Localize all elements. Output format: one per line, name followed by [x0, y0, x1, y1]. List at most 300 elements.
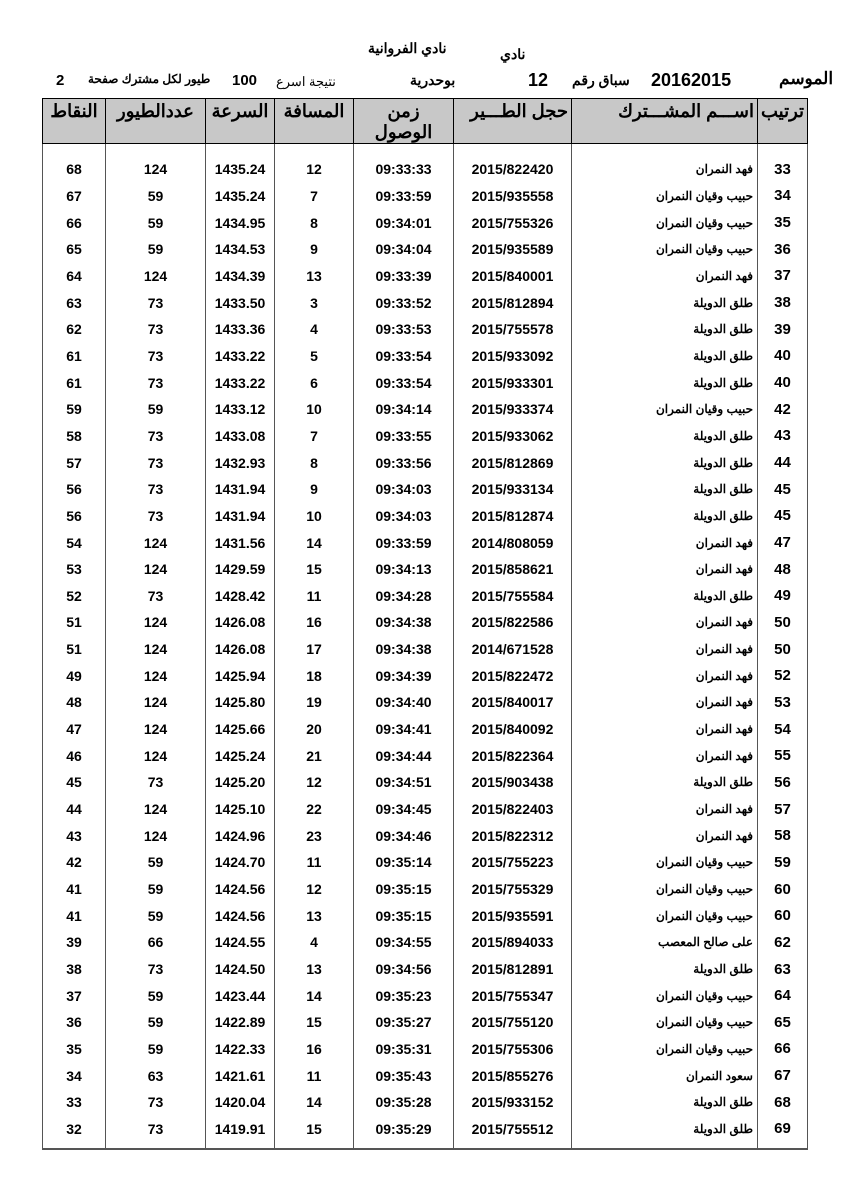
cell-ring: 2015/933152: [454, 1089, 572, 1116]
cell-points: 54: [43, 529, 106, 556]
table-row: [43, 144, 808, 183]
table-row: [43, 1009, 808, 1036]
table-row: [43, 982, 808, 1009]
table-row: [43, 289, 808, 316]
cell-ring: 2015/822312: [454, 822, 572, 849]
cell-ring: 2015/755306: [454, 1036, 572, 1063]
cell-member-name: فهد النمران: [572, 742, 758, 769]
table-row: [43, 689, 808, 716]
cell-ring: 2015/755326: [454, 209, 572, 236]
result-label: نتيجة اسرع: [276, 74, 336, 89]
cell-speed: 1434.95: [206, 209, 275, 236]
cell-member-name: طلق الدويلة: [572, 289, 758, 316]
cell-points: 37: [43, 982, 106, 1009]
table-row: [43, 1089, 808, 1116]
cell-points: 32: [43, 1116, 106, 1150]
cell-speed: 1424.55: [206, 929, 275, 956]
cell-points: 56: [43, 476, 106, 503]
season-value: 20162015: [651, 70, 732, 90]
cell-points: 48: [43, 689, 106, 716]
cell-birds-count: 124: [106, 636, 206, 663]
table-row: [43, 503, 808, 530]
cell-ring: 2015/822364: [454, 742, 572, 769]
cell-arrival-time: 09:34:39: [354, 662, 454, 689]
cell-rank: 60: [758, 902, 808, 929]
result-value: 100: [232, 72, 258, 89]
cell-distance: 14: [275, 982, 354, 1009]
cell-arrival-time: 09:34:46: [354, 822, 454, 849]
cell-points: 34: [43, 1062, 106, 1089]
cell-rank: 54: [758, 716, 808, 743]
cell-ring: 2015/755512: [454, 1116, 572, 1150]
page-number: 2: [56, 72, 65, 89]
cell-member-name: طلق الدويلة: [572, 476, 758, 503]
cell-rank: 37: [758, 263, 808, 290]
cell-rank: 57: [758, 796, 808, 823]
cell-speed: 1433.22: [206, 369, 275, 396]
race-value: 12: [528, 70, 549, 90]
table-row: [43, 742, 808, 769]
cell-member-name: طلق الدويلة: [572, 449, 758, 476]
cell-ring: 2015/933134: [454, 476, 572, 503]
cell-ring: 2015/812894: [454, 289, 572, 316]
table-row: [43, 183, 808, 210]
table-row: [43, 876, 808, 903]
cell-rank: 68: [758, 1089, 808, 1116]
table-row: [43, 583, 808, 610]
cell-ring: 2015/755223: [454, 849, 572, 876]
cell-birds-count: 59: [106, 1009, 206, 1036]
cell-distance: 8: [275, 209, 354, 236]
cell-distance: 16: [275, 1036, 354, 1063]
location: بوحدرية: [410, 72, 456, 88]
cell-ring: 2015/822403: [454, 796, 572, 823]
cell-points: 42: [43, 849, 106, 876]
cell-ring: 2015/935558: [454, 183, 572, 210]
cell-member-name: طلق الدويلة: [572, 1089, 758, 1116]
cell-points: 41: [43, 876, 106, 903]
cell-rank: 50: [758, 636, 808, 663]
cell-member-name: فهد النمران: [572, 796, 758, 823]
cell-points: 35: [43, 1036, 106, 1063]
cell-arrival-time: 09:33:52: [354, 289, 454, 316]
cell-speed: 1425.10: [206, 796, 275, 823]
cell-arrival-time: 09:34:04: [354, 236, 454, 263]
cell-speed: 1431.94: [206, 503, 275, 530]
cell-birds-count: 59: [106, 236, 206, 263]
cell-member-name: فهد النمران: [572, 609, 758, 636]
cell-points: 46: [43, 742, 106, 769]
cell-arrival-time: 09:35:29: [354, 1116, 454, 1150]
cell-speed: 1423.44: [206, 982, 275, 1009]
cell-distance: 16: [275, 609, 354, 636]
cell-speed: 1424.50: [206, 956, 275, 983]
cell-speed: 1425.20: [206, 769, 275, 796]
cell-member-name: فهد النمران: [572, 144, 758, 183]
table-row: [43, 902, 808, 929]
cell-birds-count: 124: [106, 144, 206, 183]
table-row: [43, 769, 808, 796]
cell-arrival-time: 09:34:56: [354, 956, 454, 983]
table-header-row: [43, 99, 808, 144]
cell-distance: 22: [275, 796, 354, 823]
cell-ring: 2015/840017: [454, 689, 572, 716]
cell-rank: 63: [758, 956, 808, 983]
table-row: [43, 1116, 808, 1150]
table-row: [43, 556, 808, 583]
cell-member-name: حبيب وقيان النمران: [572, 982, 758, 1009]
cell-speed: 1433.50: [206, 289, 275, 316]
birds-per-member-label: طيور لكل مشترك صفحة: [88, 72, 211, 86]
cell-birds-count: 73: [106, 343, 206, 370]
table-row: [43, 796, 808, 823]
cell-arrival-time: 09:34:38: [354, 636, 454, 663]
cell-speed: 1433.22: [206, 343, 275, 370]
cell-distance: 12: [275, 769, 354, 796]
cell-ring: 2015/755584: [454, 583, 572, 610]
table-row: [43, 369, 808, 396]
cell-points: 57: [43, 449, 106, 476]
cell-arrival-time: 09:34:03: [354, 476, 454, 503]
cell-distance: 23: [275, 822, 354, 849]
cell-ring: 2015/935591: [454, 902, 572, 929]
cell-ring: 2015/903438: [454, 769, 572, 796]
cell-birds-count: 63: [106, 1062, 206, 1089]
cell-arrival-time: 09:33:56: [354, 449, 454, 476]
column-header-distance: المسافة: [275, 99, 354, 144]
cell-speed: 1425.66: [206, 716, 275, 743]
cell-ring: 2015/812869: [454, 449, 572, 476]
cell-birds-count: 73: [106, 1116, 206, 1150]
table-row: [43, 316, 808, 343]
cell-points: 62: [43, 316, 106, 343]
results-table: [42, 98, 808, 1150]
cell-rank: 40: [758, 369, 808, 396]
column-header-member-name: اســـم المشـــترك: [572, 99, 758, 144]
cell-speed: 1435.24: [206, 144, 275, 183]
cell-member-name: فهد النمران: [572, 263, 758, 290]
cell-arrival-time: 09:33:54: [354, 343, 454, 370]
cell-ring: 2015/933092: [454, 343, 572, 370]
cell-rank: 43: [758, 423, 808, 450]
cell-rank: 62: [758, 929, 808, 956]
cell-ring: 2015/933301: [454, 369, 572, 396]
cell-distance: 11: [275, 583, 354, 610]
cell-birds-count: 124: [106, 796, 206, 823]
cell-distance: 18: [275, 662, 354, 689]
cell-distance: 14: [275, 1089, 354, 1116]
cell-ring: 2015/755329: [454, 876, 572, 903]
cell-distance: 4: [275, 929, 354, 956]
cell-member-name: فهد النمران: [572, 662, 758, 689]
cell-ring: 2015/933374: [454, 396, 572, 423]
cell-points: 63: [43, 289, 106, 316]
cell-ring: 2015/755578: [454, 316, 572, 343]
table-row: [43, 716, 808, 743]
cell-points: 51: [43, 636, 106, 663]
cell-arrival-time: 09:35:14: [354, 849, 454, 876]
cell-arrival-time: 09:33:33: [354, 144, 454, 183]
cell-points: 64: [43, 263, 106, 290]
cell-birds-count: 124: [106, 556, 206, 583]
cell-points: 43: [43, 822, 106, 849]
cell-arrival-time: 09:33:39: [354, 263, 454, 290]
cell-distance: 10: [275, 396, 354, 423]
table-body: [43, 144, 808, 1150]
club-name: نادي الفروانية: [368, 40, 447, 56]
cell-points: 66: [43, 209, 106, 236]
cell-speed: 1431.56: [206, 529, 275, 556]
cell-rank: 45: [758, 503, 808, 530]
cell-speed: 1429.59: [206, 556, 275, 583]
cell-rank: 58: [758, 822, 808, 849]
cell-points: 38: [43, 956, 106, 983]
column-header-ring: حجل الطـــير: [454, 99, 572, 144]
cell-speed: 1434.53: [206, 236, 275, 263]
cell-arrival-time: 09:34:41: [354, 716, 454, 743]
cell-arrival-time: 09:35:15: [354, 902, 454, 929]
cell-member-name: حبيب وقيان النمران: [572, 1036, 758, 1063]
table-row: [43, 236, 808, 263]
cell-member-name: طلق الدويلة: [572, 423, 758, 450]
cell-member-name: حبيب وقيان النمران: [572, 1009, 758, 1036]
cell-ring: 2015/822420: [454, 144, 572, 183]
cell-arrival-time: 09:35:28: [354, 1089, 454, 1116]
cell-birds-count: 73: [106, 503, 206, 530]
cell-points: 65: [43, 236, 106, 263]
cell-member-name: حبيب وقيان النمران: [572, 849, 758, 876]
cell-distance: 21: [275, 742, 354, 769]
cell-points: 51: [43, 609, 106, 636]
cell-speed: 1433.12: [206, 396, 275, 423]
cell-birds-count: 73: [106, 583, 206, 610]
cell-arrival-time: 09:33:55: [354, 423, 454, 450]
cell-speed: 1432.93: [206, 449, 275, 476]
column-header-speed: السرعة: [206, 99, 275, 144]
cell-member-name: طلق الدويلة: [572, 769, 758, 796]
cell-arrival-time: 09:34:14: [354, 396, 454, 423]
cell-distance: 4: [275, 316, 354, 343]
cell-distance: 13: [275, 902, 354, 929]
cell-rank: 55: [758, 742, 808, 769]
column-header-rank: ترتيب: [758, 99, 808, 144]
cell-distance: 11: [275, 849, 354, 876]
cell-arrival-time: 09:33:59: [354, 529, 454, 556]
cell-birds-count: 73: [106, 369, 206, 396]
cell-birds-count: 73: [106, 423, 206, 450]
table-row: [43, 423, 808, 450]
cell-ring: 2015/855276: [454, 1062, 572, 1089]
cell-distance: 14: [275, 529, 354, 556]
cell-ring: 2015/935589: [454, 236, 572, 263]
cell-speed: 1424.56: [206, 902, 275, 929]
cell-rank: 38: [758, 289, 808, 316]
cell-rank: 33: [758, 144, 808, 183]
cell-distance: 15: [275, 1009, 354, 1036]
cell-speed: 1420.04: [206, 1089, 275, 1116]
cell-points: 61: [43, 369, 106, 396]
cell-rank: 35: [758, 209, 808, 236]
cell-arrival-time: 09:35:15: [354, 876, 454, 903]
cell-birds-count: 73: [106, 476, 206, 503]
cell-member-name: حبيب وقيان النمران: [572, 876, 758, 903]
cell-rank: 42: [758, 396, 808, 423]
cell-speed: 1419.91: [206, 1116, 275, 1150]
cell-distance: 5: [275, 343, 354, 370]
cell-distance: 13: [275, 263, 354, 290]
cell-member-name: فهد النمران: [572, 529, 758, 556]
cell-distance: 20: [275, 716, 354, 743]
table-row: [43, 929, 808, 956]
cell-arrival-time: 09:34:40: [354, 689, 454, 716]
cell-arrival-time: 09:33:53: [354, 316, 454, 343]
cell-member-name: طلق الدويلة: [572, 956, 758, 983]
column-header-arrival-time: زمن الوصول: [354, 99, 454, 144]
cell-rank: 39: [758, 316, 808, 343]
cell-birds-count: 124: [106, 609, 206, 636]
cell-speed: 1424.56: [206, 876, 275, 903]
table-row: [43, 662, 808, 689]
table-row: [43, 1062, 808, 1089]
cell-rank: 64: [758, 982, 808, 1009]
cell-birds-count: 124: [106, 662, 206, 689]
cell-birds-count: 66: [106, 929, 206, 956]
cell-points: 58: [43, 423, 106, 450]
club-label: نادي: [500, 46, 526, 62]
cell-speed: 1422.89: [206, 1009, 275, 1036]
cell-member-name: حبيب وقيان النمران: [572, 209, 758, 236]
cell-arrival-time: 09:35:27: [354, 1009, 454, 1036]
cell-speed: 1426.08: [206, 609, 275, 636]
cell-speed: 1431.94: [206, 476, 275, 503]
cell-birds-count: 124: [106, 529, 206, 556]
cell-speed: 1425.94: [206, 662, 275, 689]
cell-rank: 49: [758, 583, 808, 610]
cell-distance: 8: [275, 449, 354, 476]
cell-arrival-time: 09:35:43: [354, 1062, 454, 1089]
cell-points: 59: [43, 396, 106, 423]
table-row: [43, 263, 808, 290]
cell-birds-count: 73: [106, 289, 206, 316]
table-row: [43, 343, 808, 370]
table-row: [43, 956, 808, 983]
cell-member-name: فهد النمران: [572, 636, 758, 663]
cell-birds-count: 73: [106, 449, 206, 476]
cell-distance: 12: [275, 144, 354, 183]
table-row: [43, 396, 808, 423]
table-row: [43, 849, 808, 876]
cell-arrival-time: 09:34:28: [354, 583, 454, 610]
table-row: [43, 1036, 808, 1063]
cell-member-name: طلق الدويلة: [572, 343, 758, 370]
cell-points: 52: [43, 583, 106, 610]
cell-points: 49: [43, 662, 106, 689]
cell-member-name: فهد النمران: [572, 556, 758, 583]
cell-ring: 2015/812874: [454, 503, 572, 530]
table-row: [43, 476, 808, 503]
cell-speed: 1434.39: [206, 263, 275, 290]
cell-points: 53: [43, 556, 106, 583]
cell-speed: 1433.08: [206, 423, 275, 450]
cell-rank: 40: [758, 343, 808, 370]
cell-distance: 10: [275, 503, 354, 530]
cell-speed: 1433.36: [206, 316, 275, 343]
cell-birds-count: 59: [106, 183, 206, 210]
cell-ring: 2015/755120: [454, 1009, 572, 1036]
cell-speed: 1424.96: [206, 822, 275, 849]
cell-arrival-time: 09:35:23: [354, 982, 454, 1009]
cell-points: 41: [43, 902, 106, 929]
cell-rank: 60: [758, 876, 808, 903]
cell-arrival-time: 09:34:45: [354, 796, 454, 823]
table-row: [43, 822, 808, 849]
cell-points: 33: [43, 1089, 106, 1116]
cell-rank: 36: [758, 236, 808, 263]
cell-speed: 1428.42: [206, 583, 275, 610]
cell-speed: 1425.80: [206, 689, 275, 716]
cell-distance: 17: [275, 636, 354, 663]
table-row: [43, 529, 808, 556]
cell-speed: 1425.24: [206, 742, 275, 769]
cell-birds-count: 59: [106, 876, 206, 903]
cell-distance: 9: [275, 476, 354, 503]
cell-rank: 45: [758, 476, 808, 503]
cell-rank: 53: [758, 689, 808, 716]
cell-member-name: طلق الدويلة: [572, 1116, 758, 1150]
cell-member-name: فهد النمران: [572, 689, 758, 716]
cell-points: 47: [43, 716, 106, 743]
cell-member-name: حبيب وقيان النمران: [572, 183, 758, 210]
cell-birds-count: 59: [106, 396, 206, 423]
cell-ring: 2015/933062: [454, 423, 572, 450]
cell-birds-count: 73: [106, 316, 206, 343]
cell-rank: 69: [758, 1116, 808, 1150]
cell-member-name: سعود النمران: [572, 1062, 758, 1089]
cell-member-name: حبيب وقيان النمران: [572, 396, 758, 423]
cell-distance: 7: [275, 423, 354, 450]
cell-rank: 66: [758, 1036, 808, 1063]
cell-distance: 12: [275, 876, 354, 903]
cell-member-name: طلق الدويلة: [572, 583, 758, 610]
table-row: [43, 609, 808, 636]
table-row: [43, 636, 808, 663]
cell-points: 56: [43, 503, 106, 530]
cell-birds-count: 59: [106, 849, 206, 876]
cell-arrival-time: 09:34:51: [354, 769, 454, 796]
cell-member-name: فهد النمران: [572, 822, 758, 849]
column-header-birds-count: عددالطيور: [106, 99, 206, 144]
cell-distance: 7: [275, 183, 354, 210]
cell-ring: 2015/894033: [454, 929, 572, 956]
cell-member-name: طلق الدويلة: [572, 316, 758, 343]
cell-speed: 1435.24: [206, 183, 275, 210]
cell-points: 45: [43, 769, 106, 796]
cell-arrival-time: 09:34:01: [354, 209, 454, 236]
cell-speed: 1426.08: [206, 636, 275, 663]
cell-points: 44: [43, 796, 106, 823]
cell-points: 67: [43, 183, 106, 210]
cell-birds-count: 59: [106, 209, 206, 236]
cell-rank: 48: [758, 556, 808, 583]
cell-ring: 2015/840092: [454, 716, 572, 743]
cell-birds-count: 124: [106, 822, 206, 849]
cell-distance: 15: [275, 556, 354, 583]
cell-points: 61: [43, 343, 106, 370]
cell-rank: 44: [758, 449, 808, 476]
cell-arrival-time: 09:34:38: [354, 609, 454, 636]
cell-rank: 56: [758, 769, 808, 796]
cell-ring: 2015/755347: [454, 982, 572, 1009]
